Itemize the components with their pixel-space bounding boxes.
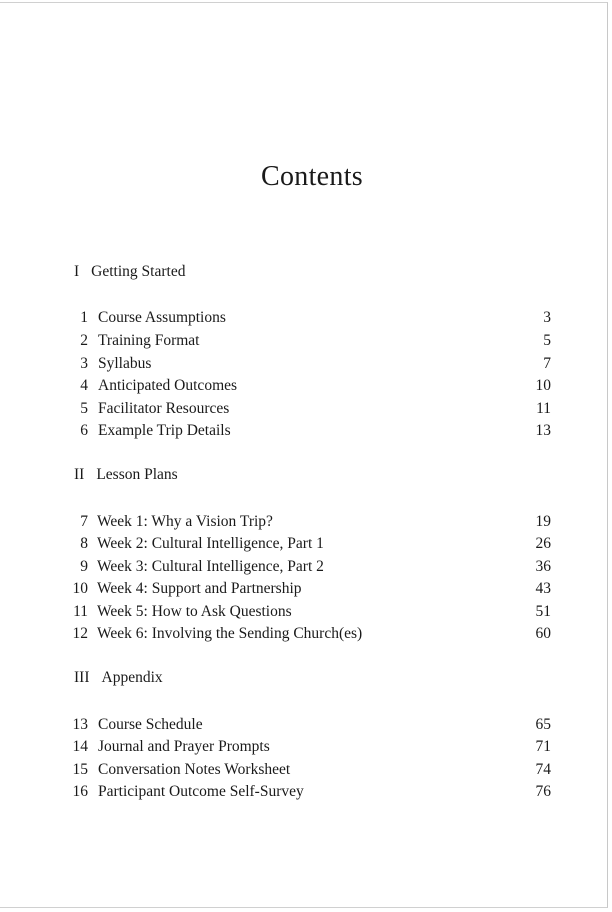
toc-entry[interactable] [0, 511, 551, 533]
entry-number: 14 [72, 738, 88, 755]
part-numeral: III [74, 669, 90, 686]
entry-label: Week 3: Cultural Intelligence, Part 2 [97, 558, 324, 575]
entry-page: 43 [535, 580, 551, 597]
entry-number: 13 [72, 716, 88, 733]
part-label: Appendix [101, 669, 163, 686]
entry-page: 71 [535, 738, 551, 755]
entry-label: Week 5: How to Ask Questions [97, 603, 292, 620]
entry-number: 12 [72, 625, 88, 642]
entry-label: Conversation Notes Worksheet [98, 761, 291, 778]
part-numeral: I [74, 263, 80, 280]
entry-number: 16 [72, 783, 88, 800]
entry-label: Training Format [98, 332, 200, 349]
entry-label: Week 4: Support and Partnership [97, 580, 302, 597]
entry-page: 36 [535, 558, 551, 575]
part-numeral: II [74, 466, 85, 483]
entry-page: 51 [535, 603, 551, 620]
entry-number: 4 [80, 377, 88, 394]
part-heading-2 [74, 466, 178, 484]
entry-page: 11 [536, 400, 551, 417]
entry-page: 74 [535, 761, 551, 778]
entry-number: 6 [80, 422, 88, 439]
part-heading-3 [74, 669, 163, 687]
toc-entry[interactable] [0, 578, 551, 600]
entry-page: 60 [535, 625, 551, 642]
entry-number: 9 [80, 558, 88, 575]
toc-entry[interactable] [0, 533, 551, 555]
entry-label: Participant Outcome Self-Survey [98, 783, 304, 800]
toc-entry[interactable] [0, 781, 551, 803]
toc-entry[interactable] [0, 398, 551, 420]
document-page [0, 2, 608, 908]
entry-page: 5 [543, 332, 551, 349]
entry-label: Week 1: Why a Vision Trip? [97, 513, 273, 530]
toc-entry[interactable] [0, 307, 551, 329]
part-label: Getting Started [91, 263, 186, 280]
entry-page: 65 [535, 716, 551, 733]
entry-label: Syllabus [98, 355, 152, 372]
toc-entry[interactable] [0, 714, 551, 736]
toc-entry[interactable] [0, 375, 551, 397]
entry-number: 7 [80, 513, 88, 530]
entry-number: 1 [80, 309, 88, 326]
toc-entry[interactable] [0, 601, 551, 623]
toc-entry[interactable] [0, 736, 551, 758]
toc-entry[interactable] [0, 330, 551, 352]
entry-number: 3 [80, 355, 88, 372]
toc-entry[interactable] [0, 623, 551, 645]
part-heading-1 [74, 263, 185, 281]
toc-entry[interactable] [0, 556, 551, 578]
entry-number: 15 [72, 761, 88, 778]
entry-page: 19 [535, 513, 551, 530]
entry-page: 76 [535, 783, 551, 800]
entry-label: Week 6: Involving the Sending Church(es) [97, 625, 363, 642]
entry-label: Course Assumptions [98, 309, 226, 326]
entry-number: 10 [72, 580, 88, 597]
entry-label: Journal and Prayer Prompts [98, 738, 270, 755]
entry-number: 11 [73, 603, 88, 620]
entry-label: Facilitator Resources [98, 400, 230, 417]
toc-entry[interactable] [0, 353, 551, 375]
entry-number: 2 [80, 332, 88, 349]
entry-label: Example Trip Details [98, 422, 231, 439]
toc-entry[interactable] [0, 420, 551, 442]
entry-page: 10 [535, 377, 551, 394]
entry-page: 3 [543, 309, 551, 326]
entry-label: Week 2: Cultural Intelligence, Part 1 [97, 535, 324, 552]
entry-label: Course Schedule [98, 716, 203, 733]
entry-number: 8 [80, 535, 88, 552]
toc-entry[interactable] [0, 759, 551, 781]
entry-page: 13 [535, 422, 551, 439]
page-title: Contents [261, 161, 363, 192]
entry-page: 7 [543, 355, 551, 372]
entry-page: 26 [535, 535, 551, 552]
entry-number: 5 [80, 400, 88, 417]
entry-label: Anticipated Outcomes [98, 377, 238, 394]
part-label: Lesson Plans [96, 466, 178, 483]
